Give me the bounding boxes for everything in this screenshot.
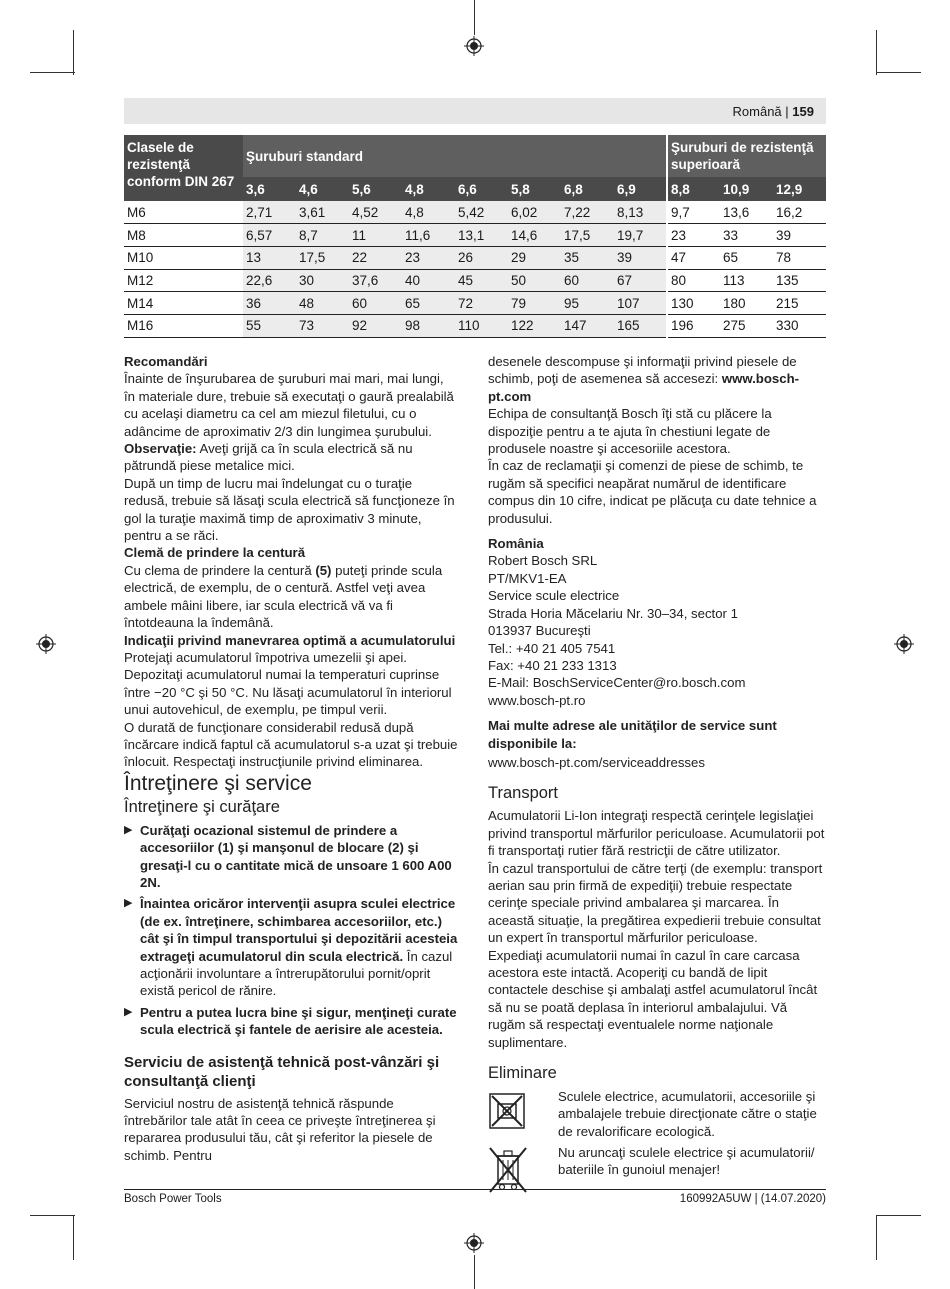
parts-paragraph xyxy=(488,353,826,405)
crop-mark xyxy=(73,1215,74,1260)
table-class-header: 5,8 xyxy=(508,177,561,201)
table-class-header: 4,6 xyxy=(296,177,349,201)
crop-mark xyxy=(30,1215,75,1216)
list-item xyxy=(124,895,458,999)
table-cell: 17,5 xyxy=(561,224,614,247)
table-cell: 22,6 xyxy=(243,269,296,292)
table-cell: 39 xyxy=(773,224,826,247)
footer-divider xyxy=(124,1189,826,1190)
table-cell-size: M10 xyxy=(124,246,243,269)
no-throw-in-household-icon xyxy=(488,1092,526,1130)
crop-mark xyxy=(73,30,74,75)
table-cell: 50 xyxy=(508,269,561,292)
table-class-header: 12,9 xyxy=(773,177,826,201)
address-line: Robert Bosch SRL xyxy=(488,553,598,569)
table-row xyxy=(124,246,826,269)
table-cell: 78 xyxy=(773,246,826,269)
table-cell: 30 xyxy=(296,269,349,292)
table-cell: 11,6 xyxy=(402,224,455,247)
disposal-text-1: Sculele electrice, acumulatorii, accesoriile şi ambalajele trebuie direcţionate către o staţie de revalorificare ecologică. xyxy=(558,1089,817,1139)
claims-text: În caz de reclamaţii şi comenzi de piese de schimb, te rugăm să specifici neapărat numărul de identificare compus din 10 cifre, indicat pe plăcuţa cu date tehnice a produsului. xyxy=(488,458,817,526)
header-language: Română xyxy=(732,104,782,119)
table-cell: 8,13 xyxy=(614,201,667,224)
footer-brand: Bosch Power Tools xyxy=(124,1193,222,1205)
table-cell: 13,6 xyxy=(720,201,773,224)
battery-text-2: Depozitaţi acumulatorul numai la temperaturi cuprinse între −20 °C şi 50 °C. Nu lăsaţi acumulatorul în interiorul unui autovehicul, de exemplu, pe timpul verii. xyxy=(124,667,452,718)
maintenance-heading: Întreţinere şi service xyxy=(124,771,312,795)
observation-label: Observaţie: xyxy=(124,441,197,457)
address-line[interactable]: www.bosch-pt.ro xyxy=(488,692,586,708)
crop-mark xyxy=(474,1255,475,1289)
table-cell: 36 xyxy=(243,292,296,315)
address-line: Tel.: +40 21 405 7541 xyxy=(488,640,616,656)
table-cell: 39 xyxy=(614,246,667,269)
torque-table xyxy=(124,135,826,338)
table-cell: 196 xyxy=(667,314,720,337)
table-cell: 13,1 xyxy=(455,224,508,247)
parts-text: desenele descompuse şi informaţii privind piesele de schimb, poţi de asemenea să accesezi: xyxy=(488,354,797,387)
address-line: 013937 Bucureşti xyxy=(488,623,591,639)
bullet-text-1: Curăţaţi ocazional sistemul de prindere a accesoriilor (1) şi manşonul de blocare (2) şi gresaţi-l cu o cantitate mică de unsoare 1 600 A00 2N. xyxy=(140,822,452,890)
bullet-text-3: Pentru a putea lucra bine şi sigur, menţineţi curate scula electrică şi fantele de aerisire ale acesteia. xyxy=(140,1004,457,1038)
table-cell: 60 xyxy=(349,292,402,315)
right-column xyxy=(488,353,826,1198)
triangle-right-icon: ▶ xyxy=(124,823,133,836)
address-line[interactable]: E-Mail: BoschServiceCenter@ro.bosch.com xyxy=(488,675,746,691)
registration-mark-icon xyxy=(464,36,484,56)
table-cell: 130 xyxy=(667,292,720,315)
table-cell: 5,42 xyxy=(455,201,508,224)
list-item xyxy=(124,1004,458,1039)
table-cell: 26 xyxy=(455,246,508,269)
table-cell-size: M12 xyxy=(124,269,243,292)
table-header-high: Şuruburi de rezistenţă superioară xyxy=(667,135,826,177)
registration-mark-icon xyxy=(36,634,56,654)
table-cell: 73 xyxy=(296,314,349,337)
table-cell: 47 xyxy=(667,246,720,269)
cooldown-text: După un timp de lucru mai îndelungat cu o turaţie redusă, trebuie să lăsaţi scula electrică să funcţioneze în gol la turaţie maximă timp de aproximativ 3 minute, pentru a se răci. xyxy=(124,475,455,544)
table-cell: 22 xyxy=(349,246,402,269)
address-block xyxy=(488,552,826,709)
table-cell: 67 xyxy=(614,269,667,292)
table-cell: 147 xyxy=(561,314,614,337)
table-cell: 275 xyxy=(720,314,773,337)
table-cell: 23 xyxy=(402,246,455,269)
registration-mark-icon xyxy=(464,1233,484,1253)
battery-title: Indicaţii privind manevrarea optimă a acumulatorului xyxy=(124,632,456,648)
header-band xyxy=(124,98,826,124)
table-cell: 37,6 xyxy=(349,269,402,292)
disposal-text-2: Nu aruncaţi sculele electrice şi acumulatorii/ bateriile în gunoiul menajer! xyxy=(558,1145,815,1178)
table-cell: 79 xyxy=(508,292,561,315)
table-cell-size: M6 xyxy=(124,201,243,224)
table-row xyxy=(124,201,826,224)
battery-text-3: O durată de funcţionare considerabil redusă după încărcare indică faptul că acumulatorul s-a uzat şi trebuie înlocuit. Respectaţi instrucţiunile privind eliminarea. xyxy=(124,719,458,770)
table-cell: 135 xyxy=(773,269,826,292)
table-cell: 6,57 xyxy=(243,224,296,247)
table-cell: 14,6 xyxy=(508,224,561,247)
table-class-header: 4,8 xyxy=(402,177,455,201)
list-item xyxy=(124,822,458,892)
address-line: PT/MKV1-EA xyxy=(488,570,567,586)
table-cell: 11 xyxy=(349,224,402,247)
table-cell: 17,5 xyxy=(296,246,349,269)
table-class-header: 8,8 xyxy=(667,177,720,201)
table-cell: 8,7 xyxy=(296,224,349,247)
table-row xyxy=(124,292,826,315)
recommendations-title: Recomandări xyxy=(124,354,208,369)
table-cell: 80 xyxy=(667,269,720,292)
table-cell: 35 xyxy=(561,246,614,269)
table-header-standard: Şuruburi standard xyxy=(243,135,667,177)
observation-paragraph xyxy=(124,440,458,475)
table-class-header: 6,8 xyxy=(561,177,614,201)
crop-mark xyxy=(30,72,75,73)
table-cell: 19,7 xyxy=(614,224,667,247)
table-class-header: 3,6 xyxy=(243,177,296,201)
transport-text-2: În cazul transportului de către terţi (de exemplu: transport aerian sau prin firmă de expediţii) trebuie respectate cerinţe speciale privind ambalarea şi marcarea. În această situaţie, la pregătirea expedierii trebuie consultat un expert în transportul mărfurilor periculoase. xyxy=(488,860,823,946)
table-cell: 16,2 xyxy=(773,201,826,224)
disposal-row-1 xyxy=(488,1090,826,1144)
table-cell: 330 xyxy=(773,314,826,337)
table-cell: 2,71 xyxy=(243,201,296,224)
crossed-bin-icon xyxy=(488,1144,528,1194)
page-number: 159 xyxy=(792,104,814,119)
observation-text: Aveţi grijă ca în scula electrică să nu pătrundă piese metalice mici. xyxy=(124,441,413,474)
transport-heading: Transport xyxy=(488,784,558,803)
table-cell: 60 xyxy=(561,269,614,292)
registration-mark-icon xyxy=(894,634,914,654)
page-header xyxy=(733,104,814,119)
service-text: Serviciul nostru de asistenţă tehnică răspunde întrebărilor tale atât în ceea ce priveşte întreţinerea şi repararea produsului tău, cât şi referitor la piesele de schimb. Pentru xyxy=(124,1095,436,1163)
cleaning-heading: Întreţinere şi curăţare xyxy=(124,797,280,816)
transport-text-3: Expediaţi acumulatorii numai în cazul în care carcasa acestora este intactă. Acoperiţi cu bandă de lipit contactele deschise şi ambalaţi astfel acumulatorul încât să nu se poată deplasa în interiorul ambalajului. Vă rugăm să respectaţi eventualele norme naţionale suplimentare. xyxy=(488,947,818,1050)
country-title: România xyxy=(488,536,544,552)
table-cell: 65 xyxy=(402,292,455,315)
belt-clip-title: Clemă de prindere la centură xyxy=(124,545,306,561)
table-cell: 110 xyxy=(455,314,508,337)
battery-text-1: Protejaţi acumulatorul împotriva umezelii şi apei. xyxy=(124,649,407,665)
address-line: Fax: +40 21 233 1313 xyxy=(488,657,617,673)
table-cell: 107 xyxy=(614,292,667,315)
crop-mark xyxy=(876,1215,921,1216)
table-cell: 3,61 xyxy=(296,201,349,224)
bullet-text-2-bold: Înaintea oricăror intervenţii asupra sculei electrice (de ex. întreţinere, schimbarea accesoriilor, etc.) cât şi în timpul transportului şi depozitării acesteia extrageţi acumulatorul din scula electrică. xyxy=(140,896,458,964)
table-cell: 55 xyxy=(243,314,296,337)
table-row xyxy=(124,224,826,247)
table-cell: 180 xyxy=(720,292,773,315)
address-line: Strada Horia Măcelariu Nr. 30–34, sector 1 xyxy=(488,605,738,621)
header-separator: | xyxy=(785,104,789,119)
address-line: Service scule electrice xyxy=(488,588,620,604)
table-cell-size: M14 xyxy=(124,292,243,315)
table-cell: 65 xyxy=(720,246,773,269)
table-class-header: 5,6 xyxy=(349,177,402,201)
bullet-text-2: În cazul acţionării involuntare a întrerupătorului pornit/oprit există pericol de rănire. xyxy=(140,948,453,999)
service-addresses-link[interactable]: www.bosch-pt.com/serviceaddresses xyxy=(488,754,705,770)
table-cell: 45 xyxy=(455,269,508,292)
table-cell-size: M8 xyxy=(124,224,243,247)
table-cell: 165 xyxy=(614,314,667,337)
table-row xyxy=(124,314,826,337)
table-header-class: Clasele de rezistenţă conform DIN 267 xyxy=(124,135,243,201)
transport-text-1: Acumulatorii Li-Ion integraţi respectă cerinţele legislaţiei privind transportul mărfurilor periculoase. Acumulatorii pot fi transportaţi rutier fără restricţii de către utilizator. xyxy=(488,808,825,859)
belt-clip-paragraph xyxy=(124,562,458,632)
table-cell: 122 xyxy=(508,314,561,337)
service-heading: Serviciu de asistenţă tehnică post-vânzări şi consultanţă clienţi xyxy=(124,1053,440,1090)
disposal-heading: Eliminare xyxy=(488,1064,557,1083)
table-cell: 92 xyxy=(349,314,402,337)
crop-mark xyxy=(474,0,475,35)
table-cell: 48 xyxy=(296,292,349,315)
table-class-header: 6,9 xyxy=(614,177,667,201)
triangle-right-icon: ▶ xyxy=(124,1005,133,1018)
table-cell: 33 xyxy=(720,224,773,247)
table-cell: 113 xyxy=(720,269,773,292)
bosch-link[interactable]: www.bosch-pt.com xyxy=(488,371,800,404)
crop-mark xyxy=(876,1215,877,1260)
left-column xyxy=(124,353,458,1164)
table-cell: 29 xyxy=(508,246,561,269)
table-cell: 7,22 xyxy=(561,201,614,224)
table-cell: 13 xyxy=(243,246,296,269)
crop-mark xyxy=(876,72,921,73)
crop-mark xyxy=(876,30,877,75)
table-cell: 95 xyxy=(561,292,614,315)
table-cell: 4,52 xyxy=(349,201,402,224)
table-cell-size: M16 xyxy=(124,314,243,337)
belt-clip-text-a: Cu clema de prindere la centură xyxy=(124,562,316,578)
table-cell: 215 xyxy=(773,292,826,315)
table-cell: 4,8 xyxy=(402,201,455,224)
triangle-right-icon: ▶ xyxy=(124,897,133,910)
table-cell: 72 xyxy=(455,292,508,315)
table-class-header: 6,6 xyxy=(455,177,508,201)
footer-docid: 160992A5UW | (14.07.2020) xyxy=(679,1193,826,1205)
more-addresses-title: Mai multe adrese ale unităţilor de service sunt disponibile la: xyxy=(488,718,777,751)
table-class-header: 10,9 xyxy=(720,177,773,201)
table-cell: 23 xyxy=(667,224,720,247)
belt-clip-text-b: puteţi prinde scula electrică, de exemplu, de o centură. Astfel veţi avea ambele mâini libere, iar scula electrică vă va fi întotdeauna la îndemână. xyxy=(124,562,443,631)
team-text: Echipa de consultanţă Bosch îţi stă cu plăcere la dispoziţie pentru a te ajuta în chestiuni legate de produsele noastre şi accesoriile acestora. xyxy=(488,406,772,457)
table-row xyxy=(124,269,826,292)
table-cell: 6,02 xyxy=(508,201,561,224)
belt-clip-ref: (5) xyxy=(315,562,332,578)
table-cell: 9,7 xyxy=(667,201,720,224)
table-cell: 40 xyxy=(402,269,455,292)
table-cell: 98 xyxy=(402,314,455,337)
recommendations-text: Înainte de înşurubarea de şuruburi mai mari, mai lungi, în materiale dure, trebuie să executaţi o gaură prealabilă cu acelaşi diametru ca cel am miezul filetului, cu o adâncime de aproximativ 2/3 din lungimea şurubului. xyxy=(124,371,454,439)
